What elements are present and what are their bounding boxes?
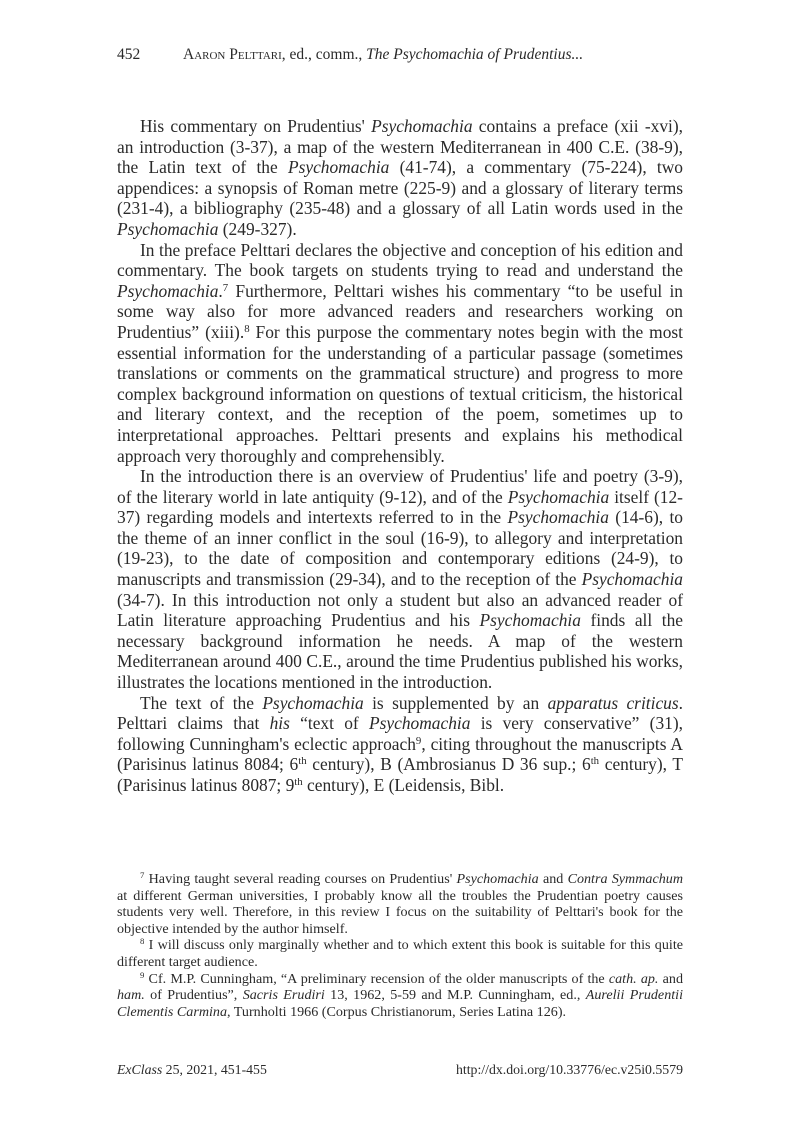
italic-text: Psychomachia [507, 486, 610, 507]
text-run: century), E (Leidensis, Bibl. [302, 775, 505, 795]
superscript: 8 [244, 323, 250, 336]
italic-text: Psychomachia [369, 713, 471, 734]
text-run: (249-327). [218, 218, 297, 239]
footer-citation [117, 1062, 267, 1078]
paragraph [117, 693, 683, 796]
italic-text: his [269, 713, 290, 734]
superscript: 8 [140, 936, 145, 947]
italic-text: Psychomachia [117, 280, 219, 301]
italic-text: Psychomachia [456, 871, 539, 887]
superscript: 9 [415, 734, 422, 747]
text-run: “text of [289, 713, 370, 734]
italic-text: Psychomachia [117, 218, 219, 239]
footer-journal: ExClass [117, 1062, 163, 1077]
page-footer [117, 1062, 683, 1078]
text-run: century), B (Ambrosianus D 36 sup.; 6 [306, 754, 591, 775]
header-author: Aaron Pelttari [183, 46, 282, 63]
text-run: Furthermore, Pelttari wishes his commentary “to be useful in some way also for more advanced readers and researchers working on Prudentius” (xiii). [117, 280, 683, 342]
footnote [117, 971, 683, 1021]
italic-text: Sacris Erudiri [242, 987, 325, 1004]
running-header [117, 46, 683, 64]
text-run: . Pelttari claims that [117, 692, 683, 734]
superscript: th [590, 755, 600, 768]
text-run: at different German universities, I probably know all the troubles the Prudentian poetry causes students very well. Therefore, in this review I focus on the suitability of Pelttari's book for the objective intended by the author himself. [117, 887, 683, 937]
italic-text: apparatus criticus [547, 692, 679, 713]
italic-text: Psychomachia [507, 507, 609, 528]
footnotes [117, 871, 683, 1020]
footer-doi-link[interactable]: http://dx.doi.org/10.33776/ec.v25i0.5579 [455, 1062, 683, 1077]
text-run: (41-74), a commentary (75-224), two appendices: a synopsis of Roman metre (225-9) and a glossary of literary terms (231-4), a bibliography (235-48) and a glossary of all Latin words used in the [117, 157, 683, 219]
superscript: th [298, 755, 307, 768]
text-run: In the preface Pelttari declares the objective and conception of his edition and commentary. The book targets on students trying to read and understand the [117, 239, 683, 281]
body-text [117, 116, 683, 796]
text-run: Having taught several reading courses on Prudentius' [144, 871, 457, 887]
text-run: . [218, 280, 223, 301]
text-run: and [538, 871, 568, 887]
italic-text: Contra Symmachum [567, 871, 683, 887]
text-run: contains a preface (xii -xvi), an introduction (3-37), a map of the western Mediterranean in 400 C.E. (38-9), the Latin text of the [117, 116, 684, 178]
text-run: (34-7). In this introduction not only a student but also an advanced reader of Latin literature approaching Prudentius and his [117, 589, 683, 631]
text-run: In the introduction there is an overview of Prudentius' life and poetry (3-9), of the literary world in late antiquity (9-12), and of the [117, 466, 683, 507]
paragraph [117, 466, 683, 693]
text-run: is very conservative” (31), following Cunningham's eclectic approach [117, 713, 684, 754]
header-author-rest: , ed., comm., [281, 46, 367, 63]
italic-text: cath. ap. [608, 970, 659, 987]
text-run: 13, 1962, 5-59 and M.P. Cunningham, ed., [324, 987, 586, 1004]
text-run: Cf. M.P. Cunningham, “A preliminary recension of the older manuscripts of the [144, 970, 609, 987]
text-run: His commentary on Prudentius' [140, 116, 372, 136]
paragraph [117, 240, 683, 467]
italic-text: ham. [117, 987, 145, 1004]
superscript: 7 [140, 870, 145, 881]
italic-text: Psychomachia [581, 569, 683, 590]
footnote [117, 871, 683, 937]
italic-text: Psychomachia [262, 692, 364, 713]
text-run: (14-6), to the theme of an inner conflict in the soul (16-9), to allegory and interpretation (19-23), to the date of composition and contemporary editions (24-9), to manuscripts and transmission (29-34), and to the reception of the [117, 507, 683, 590]
text-run: of Prudentius”, [144, 987, 243, 1004]
text-run: itself (12-37) regarding models and intertexts referred to in the [117, 486, 683, 528]
text-run: I will discuss only marginally whether and to which extent this book is suitable for this quite different target audience. [117, 937, 683, 970]
superscript: 9 [140, 969, 145, 980]
text-run: , Turnholti 1966 (Corpus Christianorum, Series Latina 126). [227, 1003, 567, 1020]
text-run: finds all the necessary background information he needs. A map of the western Mediterranean around 400 C.E., around the time Prudentius published his works, illustrates the locations mentioned in the introduction. [117, 610, 683, 693]
footer-volume: 25, 2021, 451-455 [162, 1062, 267, 1077]
page-number: 452 [117, 46, 141, 63]
text-run: and [658, 970, 683, 987]
superscript: th [294, 776, 303, 789]
italic-text: Psychomachia [479, 610, 581, 631]
italic-text: Psychomachia [287, 157, 390, 178]
italic-text: Psychomachia [371, 116, 473, 136]
text-run: century), T (Parisinus latinus 8087; 9 [117, 754, 683, 795]
text-run: is supplemented by an [363, 692, 548, 713]
superscript: 7 [222, 281, 229, 294]
footnote [117, 937, 683, 970]
text-run: The text of the [140, 692, 263, 713]
text-run: , citing throughout the manuscripts A (Parisinus latinus 8084; 6 [117, 733, 683, 775]
italic-text: Aurelii Prudentii Clementis Carmina [117, 987, 683, 1020]
header-title: The Psychomachia of Prudentius... [366, 46, 584, 63]
text-run: For this purpose the commentary notes begin with the most essential information for the understanding of a particular passage (sometimes translations or comments on the grammatical structure) and progress to more complex background information on questions of textual criticism, the historical and literary context, and the reception of the poem, sometimes up to interpretational approaches. Pelttari presents and explains his methodical approach very thoroughly and comprehensibly. [117, 321, 683, 466]
paragraph [117, 116, 683, 240]
